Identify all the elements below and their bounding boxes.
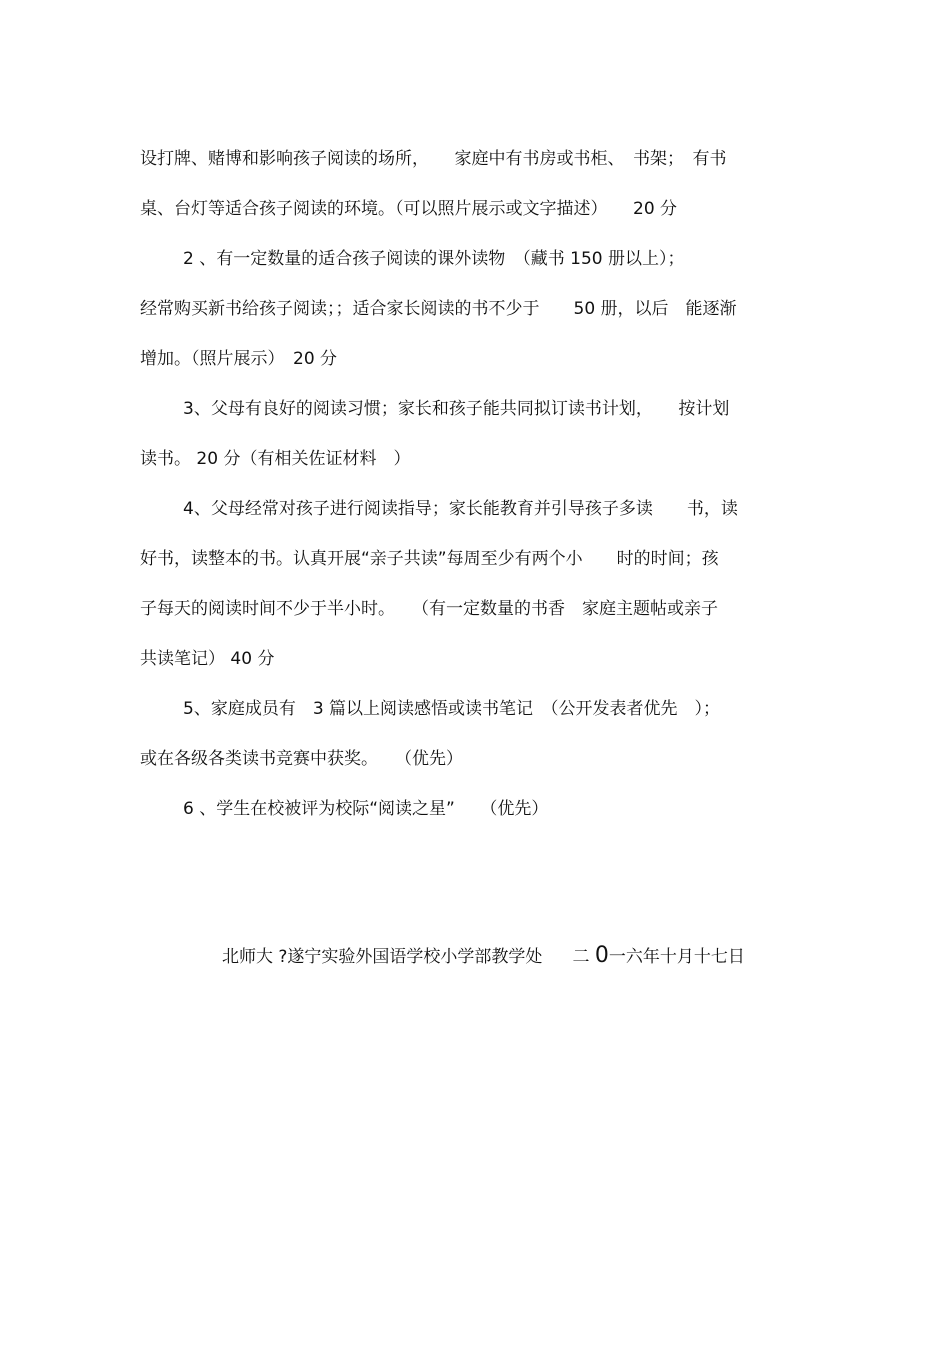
signature-date-prefix: 二 xyxy=(572,947,590,967)
body-line-1: 设打牌、赌博和影响孩子阅读的场所， 家庭中有书房或书柜、 书架； 有书 xyxy=(140,149,727,169)
criterion-5-line-2: 或在各级各类读书竞赛中获奖。 （优先） xyxy=(140,749,463,769)
signature-date-zero: 0 xyxy=(594,943,609,968)
signature-date-rest: 一六年十月十七日 xyxy=(608,947,745,967)
criterion-4-line-1: 4、父母经常对孩子进行阅读指导；家长能教育并引导孩子多读 书，读 xyxy=(183,499,738,519)
criterion-4-line-2: 好书，读整本的书。认真开展“亲子共读”每周至少有两个小 时的时间；孩 xyxy=(140,549,719,569)
criterion-3-line-2: 读书。 20 分（有相关佐证材料 ） xyxy=(140,449,411,469)
signature-org: 北师大 ?遂宁实验外国语学校小学部教学处 xyxy=(222,947,543,967)
criterion-5-line-1: 5、家庭成员有 3 篇以上阅读感悟或读书笔记 （公开发表者优先 ）； xyxy=(183,699,721,719)
criterion-3-line-1: 3、父母有良好的阅读习惯；家长和孩子能共同拟订读书计划， 按计划 xyxy=(183,399,730,419)
criterion-6-line-1: 6 、学生在校被评为校际“阅读之星” （优先） xyxy=(183,799,549,819)
signature-line xyxy=(222,944,812,969)
criterion-2-line-1: 2 、有一定数量的适合孩子阅读的课外读物 （藏书 150 册以上）； xyxy=(183,249,685,269)
criterion-4-line-4: 共读笔记） 40 分 xyxy=(140,649,275,669)
criterion-2-line-3: 增加。（照片展示） 20 分 xyxy=(140,349,338,369)
criterion-2-line-2: 经常购买新书给孩子阅读；；适合家长阅读的书不少于 50 册，以后 能逐渐 xyxy=(140,299,737,319)
body-line-2: 桌、台灯等适合孩子阅读的环境。（可以照片展示或文字描述） 20 分 xyxy=(140,199,678,219)
criterion-4-line-3: 子每天的阅读时间不少于半小时。 （有一定数量的书香 家庭主题帖或亲子 xyxy=(140,599,718,619)
